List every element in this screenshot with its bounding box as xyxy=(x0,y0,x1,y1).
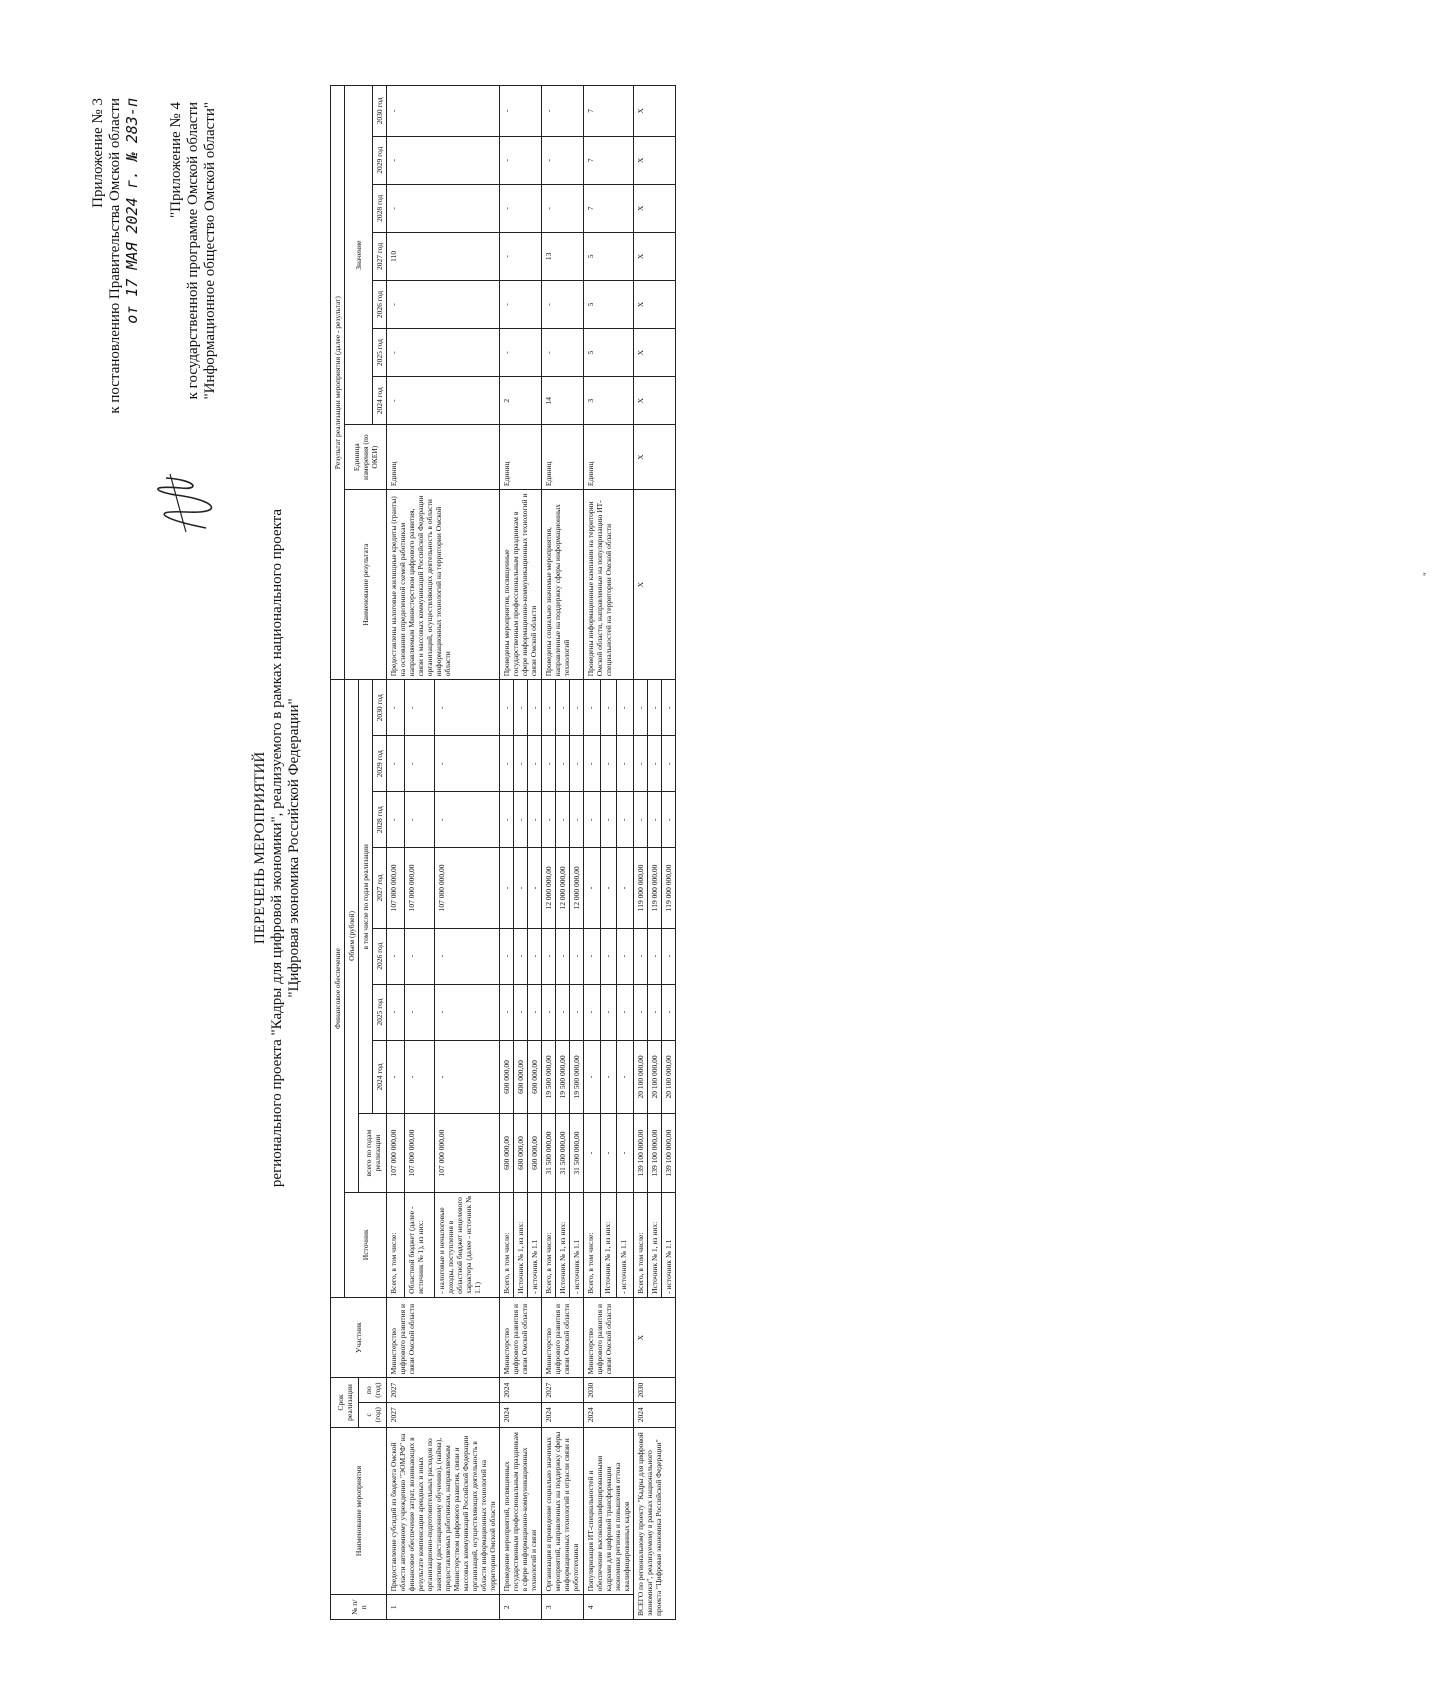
result-unit: Единиц xyxy=(584,425,634,490)
result-value: - xyxy=(500,136,542,184)
amount-year: - xyxy=(617,680,634,736)
header-values: Значение xyxy=(345,86,373,425)
amount-year: - xyxy=(387,792,405,848)
appendix-3-header xyxy=(90,98,141,488)
term-to: 2027 xyxy=(387,1378,500,1403)
amount-year: - xyxy=(556,792,570,848)
amount-year: - xyxy=(542,680,556,736)
amount-year: - xyxy=(528,848,542,929)
source-label: Всего, в том числе: xyxy=(542,1192,556,1297)
amount-total: 107 000 000,00 xyxy=(435,1114,500,1192)
result-value: 5 xyxy=(584,280,634,328)
source-label: - источник № 1.1 xyxy=(617,1192,634,1297)
result-unit: Единиц xyxy=(387,425,500,490)
appendix-4-header xyxy=(168,102,219,462)
result-value: X xyxy=(634,86,676,137)
amount-year: - xyxy=(405,1040,435,1114)
amount-total: 107 000 000,00 xyxy=(405,1114,435,1192)
header-fin-year: 2027 год xyxy=(373,848,387,929)
amount-year: - xyxy=(435,736,500,792)
amount-year: - xyxy=(514,984,528,1040)
amount-year: - xyxy=(662,736,676,792)
row-number: 4 xyxy=(584,1595,634,1620)
amount-total: 31 500 000,00 xyxy=(556,1114,570,1192)
source-label: Всего, в том числе: xyxy=(387,1192,405,1297)
result-value: 5 xyxy=(584,329,634,377)
source-label: Источник № 1, из них: xyxy=(514,1192,528,1297)
amount-year: 19 500 000,00 xyxy=(556,1040,570,1114)
result-value: - xyxy=(500,329,542,377)
amount-year: 20 100 000,00 xyxy=(634,1040,648,1114)
amount-year: - xyxy=(617,848,634,929)
row-number: 2 xyxy=(500,1595,542,1620)
header-fin-year: 2026 год xyxy=(373,928,387,984)
header-fin-year: 2024 год xyxy=(373,1040,387,1114)
amount-year: - xyxy=(500,848,514,929)
amount-year: 600 000,00 xyxy=(500,1040,514,1114)
amount-year: - xyxy=(387,736,405,792)
result-value: 7 xyxy=(584,136,634,184)
amount-year: - xyxy=(634,928,648,984)
header-value-year: 2025 год xyxy=(373,329,387,377)
amount-year: - xyxy=(584,792,601,848)
amount-year: - xyxy=(584,984,601,1040)
amount-year: - xyxy=(435,1040,500,1114)
result-value: 2 xyxy=(500,377,542,425)
result-value: - xyxy=(387,184,500,232)
amount-year: 19 500 000,00 xyxy=(570,1040,584,1114)
result-unit: Единиц xyxy=(500,425,542,490)
amount-year: - xyxy=(570,736,584,792)
term-from: 2024 xyxy=(542,1402,584,1427)
source-label: Областной бюджет (далее - источник № 1), из них: xyxy=(405,1192,435,1297)
header-participant: Участник xyxy=(331,1297,387,1378)
amount-year: - xyxy=(584,736,601,792)
table-row xyxy=(542,86,556,1620)
header-volume: Объем (рублей) xyxy=(345,680,359,1192)
measure-name: Организация и проведение социально значимых мероприятий, направленных на поддержку сферы информационных технологий и отрасли связи и робототехники xyxy=(542,1427,584,1595)
amount-year: 107 000 000,00 xyxy=(435,848,500,929)
amount-year: - xyxy=(617,928,634,984)
header-to: по (год) xyxy=(359,1378,387,1403)
result-name: Проведены информационные кампании на территории Омской области, направленные на популяризацию ИТ-специальностей на территории Омской области xyxy=(584,490,634,680)
amount-year: - xyxy=(600,680,617,736)
result-value: X xyxy=(634,232,676,280)
result-name: Проведены социально значимые мероприятия, направленные на поддержку сферы информационных технологий xyxy=(542,490,584,680)
result-value: X xyxy=(634,184,676,232)
amount-year: - xyxy=(405,928,435,984)
header-unit: Единица измерения (по ОКЕИ) xyxy=(345,425,387,490)
result-value: 7 xyxy=(584,184,634,232)
header-value-year: 2026 год xyxy=(373,280,387,328)
amount-total: 600 000,00 xyxy=(514,1114,528,1192)
amount-year: - xyxy=(600,792,617,848)
result-value: - xyxy=(500,280,542,328)
amount-total: 600 000,00 xyxy=(500,1114,514,1192)
amount-year: - xyxy=(387,1040,405,1114)
source-label: - источник № 1.1 xyxy=(570,1192,584,1297)
amount-year: - xyxy=(500,928,514,984)
source-label: Источник № 1, из них: xyxy=(600,1192,617,1297)
amount-year: - xyxy=(648,736,662,792)
result-unit: Единиц xyxy=(542,425,584,490)
amount-year: - xyxy=(528,680,542,736)
header-by-years: в том числе по годам реализации xyxy=(359,680,373,1114)
amount-year: 12 000 000,00 xyxy=(542,848,556,929)
amount-year: 119 000 000,00 xyxy=(648,848,662,929)
amount-year: - xyxy=(542,984,556,1040)
header-row-1 xyxy=(331,86,345,1620)
total-row xyxy=(634,86,648,1620)
measure-name: Предоставление субсидий из бюджета Омской области автономному учреждению "ЭОМ.РФ" на финансовое обеспечение затрат, возникающих в результате компенсации арендных и иных организационно-подготовительных расходов по занятиям (дистанционному обучению), (найма), предоставляемых работникам, направляемым Министерством цифрового развития, связи и массовых коммуникаций Российской Федерации организаций, осуществляющих деятельность в области информационных технологий на территории Омской области xyxy=(387,1427,500,1595)
measure-name: Проведение мероприятий, посвященных государственным профессиональным праздникам в сфере информационно-коммуникационных технологий и связи xyxy=(500,1427,542,1595)
result-value: - xyxy=(387,377,500,425)
participant: Министерство цифрового развития и связи Омской области xyxy=(584,1297,634,1378)
participant: Министерство цифрового развития и связи Омской области xyxy=(542,1297,584,1378)
participant: Министерство цифрового развития и связи Омской области xyxy=(387,1297,500,1378)
amount-year: - xyxy=(500,680,514,736)
amount-total: 600 000,00 xyxy=(528,1114,542,1192)
amount-year: 107 000 000,00 xyxy=(405,848,435,929)
title-line-2: регионального проекта "Кадры для цифровой экономики", реализуемого в рамках национального проекта xyxy=(269,508,285,1188)
amount-year: - xyxy=(405,984,435,1040)
appendix-4-line-1: "Приложение № 4 xyxy=(168,102,184,218)
amount-year: - xyxy=(600,848,617,929)
amount-year: - xyxy=(648,984,662,1040)
term-from: 2024 xyxy=(634,1402,676,1427)
header-fin-year: 2025 год xyxy=(373,984,387,1040)
amount-total: - xyxy=(600,1114,617,1192)
amount-year: - xyxy=(435,792,500,848)
amount-year: - xyxy=(634,984,648,1040)
document-page xyxy=(70,68,1432,1628)
amount-year: - xyxy=(584,928,601,984)
appendix-3-line-2: к постановлению Правительства Омской области xyxy=(107,98,123,414)
amount-year: 107 000 000,00 xyxy=(387,848,405,929)
amount-total: 31 500 000,00 xyxy=(542,1114,556,1192)
table-row xyxy=(584,86,601,1620)
amount-year: - xyxy=(514,680,528,736)
amount-year: - xyxy=(584,680,601,736)
signature-image xyxy=(126,470,226,540)
amount-year: - xyxy=(500,736,514,792)
amount-year: - xyxy=(387,984,405,1040)
amount-year: - xyxy=(570,928,584,984)
header-from: с (год) xyxy=(359,1402,387,1427)
amount-year: - xyxy=(542,928,556,984)
amount-total: 139 100 000,00 xyxy=(648,1114,662,1192)
result-value: - xyxy=(500,86,542,137)
participant: X xyxy=(634,1297,676,1378)
amount-year: 12 000 000,00 xyxy=(556,848,570,929)
amount-year: - xyxy=(556,680,570,736)
header-result-group: Результат реализации мероприятия (далее - результат) xyxy=(331,86,345,680)
amount-year: - xyxy=(570,984,584,1040)
amount-year: - xyxy=(634,736,648,792)
header-name: Наименование мероприятия xyxy=(331,1427,387,1595)
amount-year: - xyxy=(528,928,542,984)
amount-year: - xyxy=(556,984,570,1040)
amount-year: - xyxy=(528,792,542,848)
amount-year: - xyxy=(617,792,634,848)
amount-year: - xyxy=(634,792,648,848)
amount-year: - xyxy=(514,736,528,792)
row-number: 3 xyxy=(542,1595,584,1620)
header-source: Источник xyxy=(345,1192,387,1297)
amount-total: 107 000 000,00 xyxy=(387,1114,405,1192)
amount-year: 12 000 000,00 xyxy=(570,848,584,929)
header-fin-year: 2030 год xyxy=(373,680,387,736)
amount-year: - xyxy=(405,736,435,792)
amount-year: - xyxy=(542,792,556,848)
header-num: № п/п xyxy=(331,1595,387,1620)
amount-year: - xyxy=(405,680,435,736)
result-value: - xyxy=(542,184,584,232)
result-value: 5 xyxy=(584,232,634,280)
measure-name: Популяризация ИТ-специальностей и обеспечение высококвалифицированными кадрами для цифровой трансформации экономики региона и повышения оттока квалифицированных кадров xyxy=(584,1427,634,1595)
result-value: X xyxy=(634,377,676,425)
result-value: - xyxy=(542,136,584,184)
amount-year: - xyxy=(528,984,542,1040)
result-value: - xyxy=(387,329,500,377)
result-value: X xyxy=(634,329,676,377)
header-result-name: Наименование результата xyxy=(345,490,387,680)
amount-total: - xyxy=(584,1114,601,1192)
total-name: ВСЕГО по региональному проекту "Кадры для цифровой экономики", реализуемому в рамках национального проекта "Цифровая экономика Российской Федерации" xyxy=(634,1427,676,1619)
term-from: 2024 xyxy=(500,1402,542,1427)
amount-total: 31 500 000,00 xyxy=(570,1114,584,1192)
amount-year: 119 000 000,00 xyxy=(634,848,648,929)
result-value: - xyxy=(500,232,542,280)
source-label: - налоговые и неналоговые доходы, поступления в областной бюджет нецелевого характера (далее - источник № 1.1) xyxy=(435,1192,500,1297)
table-row xyxy=(387,86,405,1620)
term-to: 2024 xyxy=(500,1378,542,1403)
document-title xyxy=(252,298,303,1398)
amount-year: - xyxy=(617,1040,634,1114)
appendix-3-line-1: Приложение № 3 xyxy=(90,98,106,208)
amount-year: 20 100 000,00 xyxy=(648,1040,662,1114)
amount-year: - xyxy=(617,736,634,792)
amount-year: 600 000,00 xyxy=(528,1040,542,1114)
result-value: 13 xyxy=(542,232,584,280)
source-label: Всего, в том числе: xyxy=(500,1192,514,1297)
amount-year: - xyxy=(662,680,676,736)
appendix-4-line-3: "Информационное общество Омской области" xyxy=(202,102,218,400)
result-value: 3 xyxy=(584,377,634,425)
amount-year: - xyxy=(648,928,662,984)
amount-year: - xyxy=(584,848,601,929)
amount-year: - xyxy=(542,736,556,792)
amount-year: - xyxy=(500,792,514,848)
amount-year: - xyxy=(435,928,500,984)
table-row xyxy=(500,86,514,1620)
amount-year: - xyxy=(662,984,676,1040)
result-value: - xyxy=(387,86,500,137)
header-value-year: 2024 год xyxy=(373,377,387,425)
row-number: 1 xyxy=(387,1595,500,1620)
result-value: X xyxy=(634,280,676,328)
source-label: - источник № 1.1 xyxy=(662,1192,676,1297)
header-value-year: 2030 год xyxy=(373,86,387,137)
amount-total: 139 100 000,00 xyxy=(634,1114,648,1192)
appendix-3-date-number: от 17 МАЯ 2024 г. № 283-п xyxy=(123,98,141,324)
amount-year: - xyxy=(600,928,617,984)
amount-year: - xyxy=(387,928,405,984)
amount-year: - xyxy=(514,848,528,929)
amount-year: - xyxy=(570,792,584,848)
result-name: X xyxy=(634,490,676,680)
header-fin-year: 2028 год xyxy=(373,792,387,848)
title-line-3: "Цифровая экономика Российской Федерации" xyxy=(286,698,302,998)
amount-year: - xyxy=(662,792,676,848)
amount-year: - xyxy=(600,984,617,1040)
result-value: 14 xyxy=(542,377,584,425)
amount-year: - xyxy=(634,680,648,736)
amount-year: 600 000,00 xyxy=(514,1040,528,1114)
amount-year: - xyxy=(648,680,662,736)
amount-year: - xyxy=(435,984,500,1040)
amount-year: - xyxy=(570,680,584,736)
header-value-year: 2028 год xyxy=(373,184,387,232)
result-value: 110 xyxy=(387,232,500,280)
participant: Министерство цифрового развития и связи Омской области xyxy=(500,1297,542,1378)
header-fin-year: 2029 год xyxy=(373,736,387,792)
source-label: - источник № 1.1 xyxy=(528,1192,542,1297)
measures-table xyxy=(330,85,676,1620)
amount-year: - xyxy=(528,736,542,792)
result-value: - xyxy=(500,184,542,232)
term-to: 2030 xyxy=(584,1378,634,1403)
source-label: Всего, в том числе: xyxy=(584,1192,601,1297)
result-value: - xyxy=(542,280,584,328)
amount-year: 119 000 000,00 xyxy=(662,848,676,929)
source-label: Всего, в том числе: xyxy=(634,1192,648,1297)
term-from: 2027 xyxy=(387,1402,500,1427)
amount-year: - xyxy=(514,928,528,984)
result-value: - xyxy=(542,86,584,137)
closing-quote: " xyxy=(1422,572,1432,576)
amount-year: 19 500 000,00 xyxy=(542,1040,556,1114)
header-financing: Финансовое обеспечение xyxy=(331,680,345,1298)
amount-year: - xyxy=(500,984,514,1040)
amount-year: - xyxy=(387,680,405,736)
result-unit: X xyxy=(634,425,676,490)
amount-year: - xyxy=(435,680,500,736)
amount-year: - xyxy=(600,736,617,792)
amount-year: - xyxy=(405,792,435,848)
result-value: - xyxy=(387,280,500,328)
amount-year: - xyxy=(617,984,634,1040)
result-name: Предоставлены налоговые жилищные кредиты (гранты) на основании определенной схемой работникам направляемым Министерством цифрового развития, связи и массовых коммуникаций Российской Федерации организаций, осуществляющих деятельность в области информационных технологий на территории Омской области xyxy=(387,490,500,680)
term-from: 2024 xyxy=(584,1402,634,1427)
term-to: 2030 xyxy=(634,1378,676,1403)
amount-year: - xyxy=(662,928,676,984)
title-line-1: ПЕРЕЧЕНЬ МЕРОПРИЯТИЙ xyxy=(252,751,268,945)
amount-year: 20 100 000,00 xyxy=(662,1040,676,1114)
source-label: Источник № 1, из них: xyxy=(556,1192,570,1297)
result-name: Проведены мероприятия, посвященные государственным профессиональным праздникам в сфере информационно-коммуникационных технологий и связи Омской области xyxy=(500,490,542,680)
amount-year: - xyxy=(648,792,662,848)
result-value: - xyxy=(387,136,500,184)
amount-year: - xyxy=(600,1040,617,1114)
amount-year: - xyxy=(584,1040,601,1114)
source-label: Источник № 1, из них: xyxy=(648,1192,662,1297)
amount-year: - xyxy=(556,928,570,984)
header-total: всего по годам реализации xyxy=(359,1114,387,1192)
amount-year: - xyxy=(514,792,528,848)
amount-year: - xyxy=(556,736,570,792)
term-to: 2027 xyxy=(542,1378,584,1403)
result-value: - xyxy=(542,329,584,377)
result-value: X xyxy=(634,136,676,184)
appendix-4-line-2: к государственной программе Омской области xyxy=(185,102,201,400)
header-value-year: 2029 год xyxy=(373,136,387,184)
header-value-year: 2027 год xyxy=(373,232,387,280)
amount-total: - xyxy=(617,1114,634,1192)
result-value: 7 xyxy=(584,86,634,137)
header-term: Срок реализации xyxy=(331,1378,359,1427)
amount-total: 139 100 000,00 xyxy=(662,1114,676,1192)
